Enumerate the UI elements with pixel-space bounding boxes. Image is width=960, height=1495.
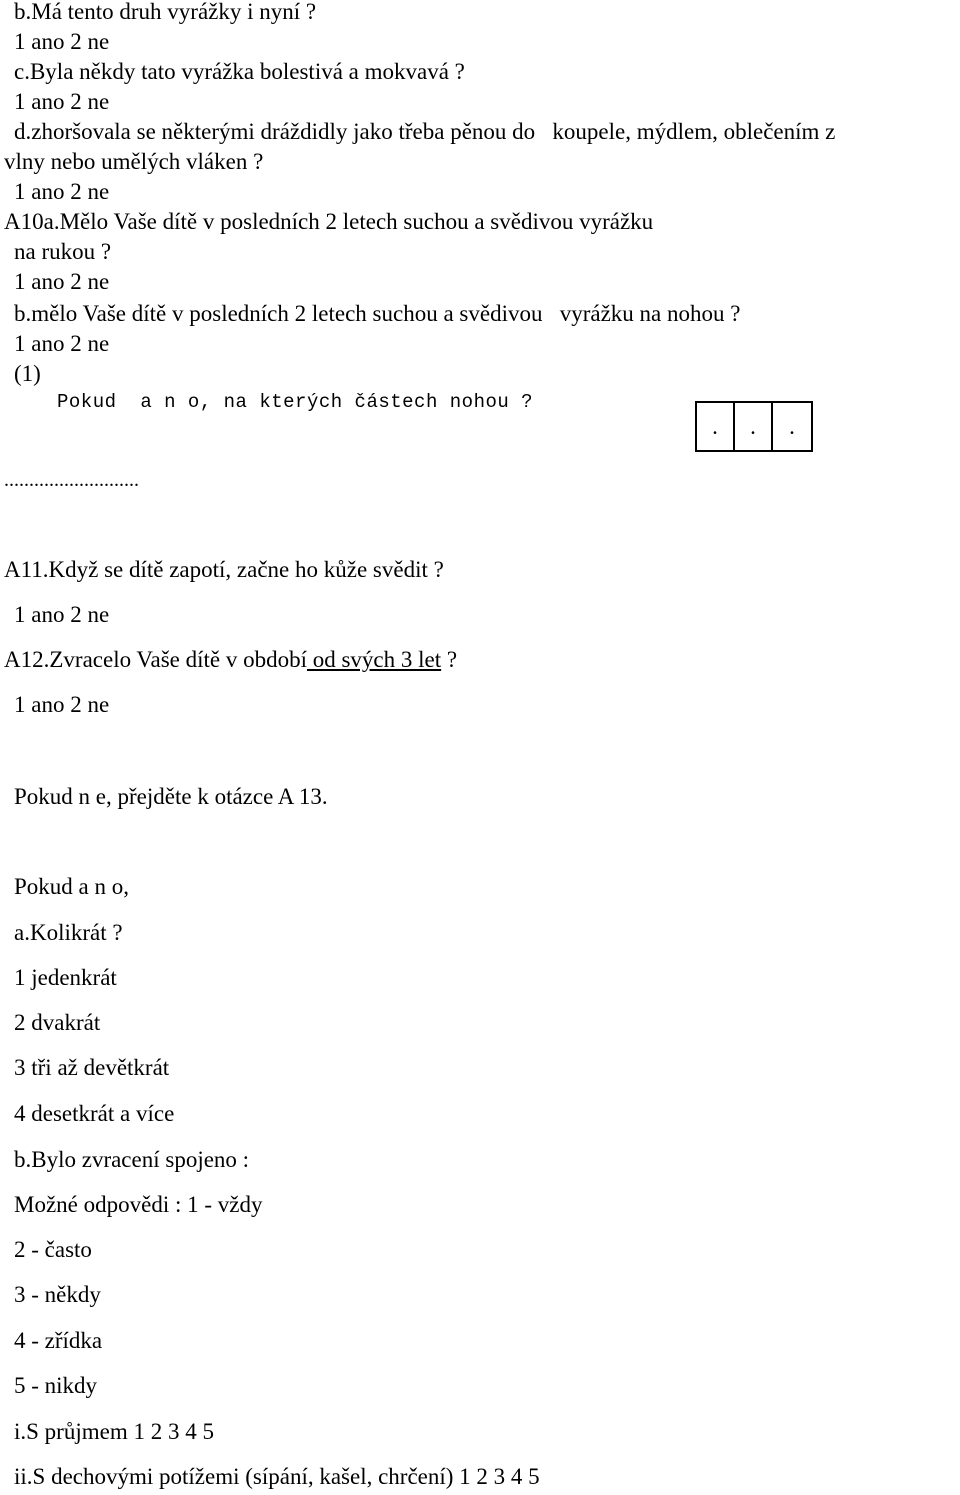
answer-scale-item: 2 - často [14,1237,92,1262]
answer-scale-item: 4 - zřídka [14,1328,103,1353]
question-b-current-rash: b.Má tento druh vyrážky i nyní ? [14,0,317,24]
answer-options: 1 ano 2 ne [14,269,110,294]
sub-question-item: ii.S dechovými potížemi (sípání, kašel, chrčení) 1 2 3 4 5 [14,1464,540,1489]
question-a10b: b.mělo Vaše dítě v posledních 2 letech suchou a svědivou vyrážku na nohou ? [14,301,741,326]
answer-code-box[interactable]: . [697,403,735,450]
question-d-irritants: d.zhoršovala se některými dráždidly jako třeba pěnou do koupele, mýdlem, oblečením z [14,119,836,144]
answer-code-box[interactable]: . [735,403,773,450]
option-item: 1 jedenkrát [14,965,117,990]
answer-code-boxes[interactable] [695,401,813,452]
answer-code-box[interactable]: . [789,414,795,439]
option-item: 2 dvakrát [14,1010,101,1035]
note-marker: (1) [14,361,41,386]
answer-options: 1 ano 2 ne [14,179,110,204]
answer-options: 1 ano 2 ne [14,692,110,717]
answer-options: 1 ano 2 ne [14,602,110,627]
answer-blank-line[interactable]: ........................... [4,469,139,491]
question-a-how-many: a.Kolikrát ? [14,920,123,945]
answer-options: 1 ano 2 ne [14,29,110,54]
question-a12: A12.Zvracelo Vaše dítě v období od svých 3 let ? [4,647,458,672]
answers-intro: Možné odpovědi : 1 - vždy [14,1192,263,1217]
answer-scale-item: 3 - někdy [14,1282,101,1307]
answer-options: 1 ano 2 ne [14,89,110,114]
question-b-associated: b.Bylo zvracení spojeno : [14,1147,250,1172]
instruction-if-yes: Pokud a n o, [14,874,129,899]
question-c-painful-rash: c.Byla někdy tato vyrážka bolestivá a mokvavá ? [14,59,465,84]
instruction-if-no: Pokud n e, přejděte k otázce A 13. [14,784,328,809]
question-d-continuation: vlny nebo umělých vláken ? [4,149,264,174]
question-a11: A11.Když se dítě zapotí, začne ho kůže svědit ? [4,557,444,582]
option-item: 3 tři až devětkrát [14,1055,170,1080]
sub-question-item: i.S průjmem 1 2 3 4 5 [14,1419,214,1444]
question-leg-parts: Pokud a n o, na kterých částech nohou ? [57,391,534,413]
option-item: 4 desetkrát a více [14,1101,175,1126]
question-a10a-continuation: na rukou ? [14,239,112,264]
question-a10a: A10a.Mělo Vaše dítě v posledních 2 letech suchou a svědivou vyrážku [4,209,654,234]
answer-options: 1 ano 2 ne [14,331,110,356]
answer-scale-item: 5 - nikdy [14,1373,98,1398]
